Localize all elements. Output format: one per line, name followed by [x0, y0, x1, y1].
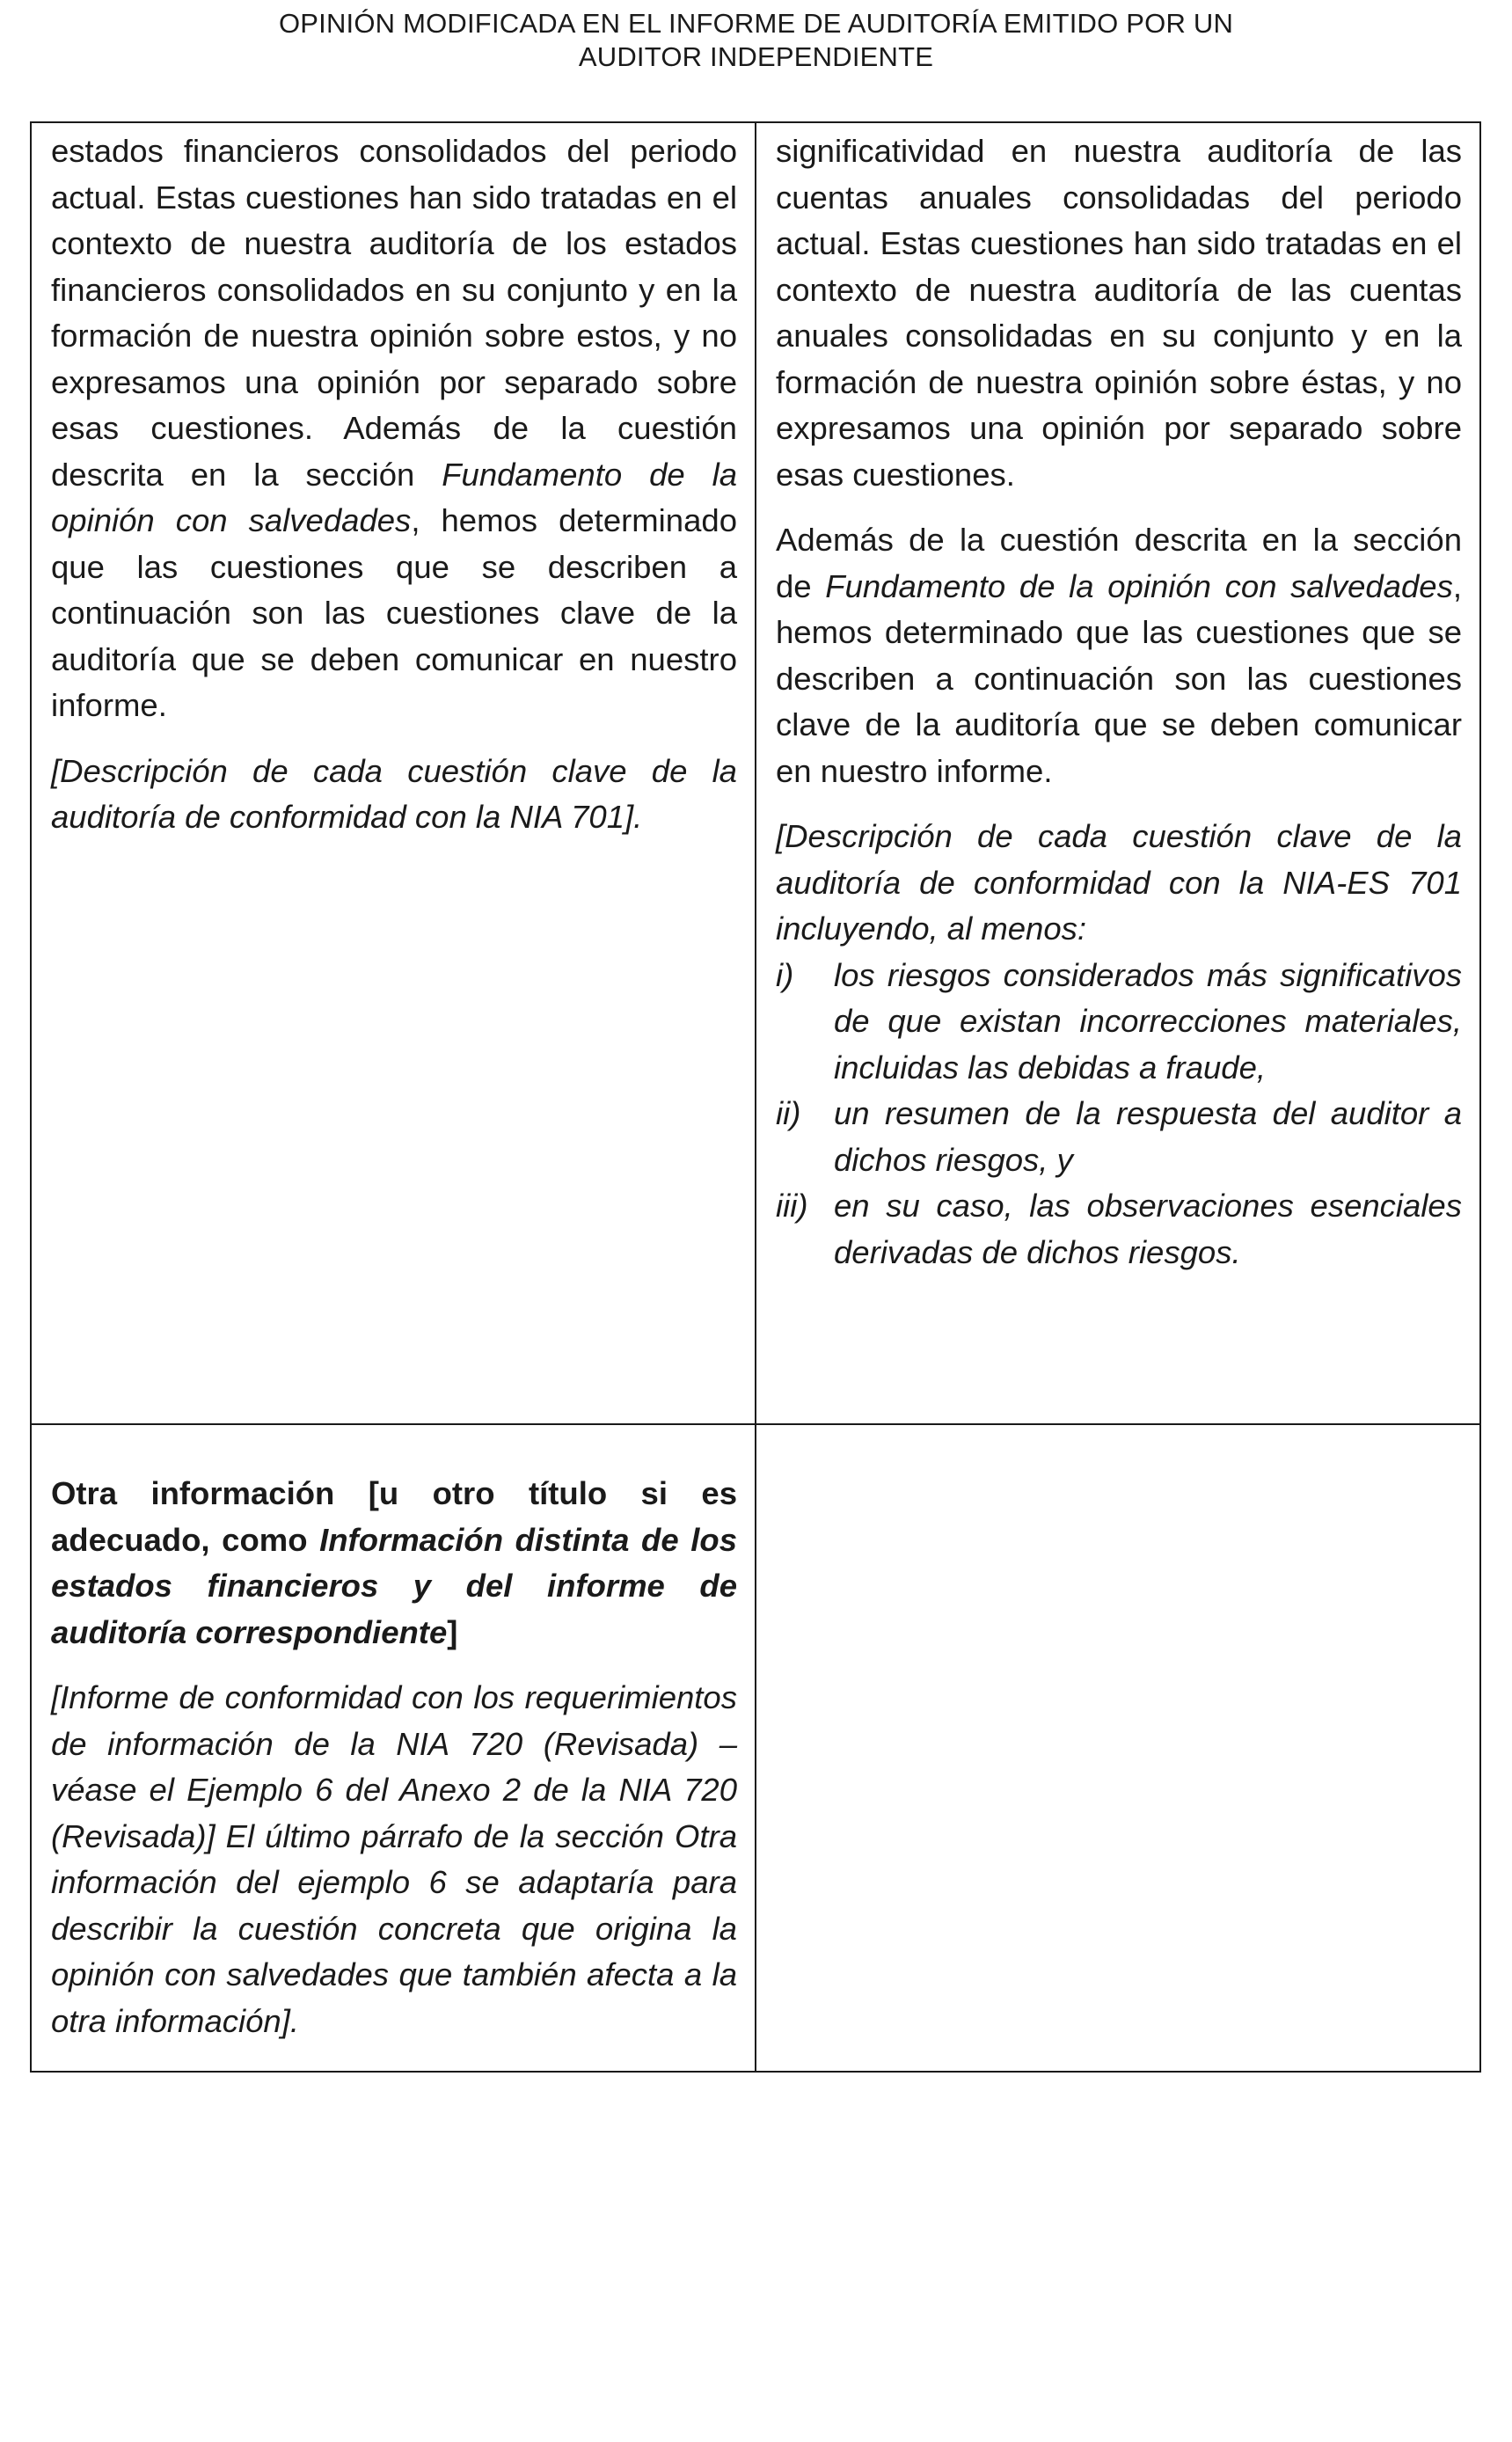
- section-heading-other-information: [51, 1430, 737, 1656]
- list-item: [776, 1183, 1462, 1276]
- list-text: los riesgos considerados más significativos de que existan incorrecciones materiales, incluidas las debidas a fraude,: [834, 956, 1462, 1086]
- comparison-table: [30, 121, 1481, 2073]
- text-run: Además de la cuestión descrita en la sección de: [776, 522, 1462, 604]
- right-top-paragraph-2: [776, 517, 1462, 794]
- left-bottom-paragraph-2: [Informe de conformidad con los requerimientos de información de la NIA 720 (Revisada) – véase el Ejemplo 6 del Anexo 2 de la NIA 720 (Revisada)] El último párrafo de la sección Otra información del ejemplo 6 se adaptaría para describir la cuestión concreta que origina la opinión con salvedades que también afecta a la otra información].: [51, 1679, 737, 2039]
- roman-numbered-list: [776, 953, 1462, 1276]
- italic-run: Fundamento de la opinión con salvedades: [51, 456, 737, 538]
- left-top-paragraph-1: [51, 128, 737, 729]
- list-number: i): [776, 956, 794, 993]
- list-item: [776, 953, 1462, 1092]
- cell-right-top: [756, 122, 1480, 1424]
- list-number: iii): [776, 1188, 808, 1224]
- text-run: , hemos determinado que las cuestiones que se describen a continuación son las cuestiones clave de la auditoría que se deben comunicar en nuestro informe.: [51, 502, 737, 723]
- text-run: , hemos determinado que las cuestiones que se describen a continuación son las cuestiones clave de la auditoría que se deben comunicar en nuestro informe.: [776, 567, 1462, 789]
- page-header: [0, 7, 1512, 74]
- list-number: ii): [776, 1095, 801, 1131]
- italic-run: Información distinta de los estados financieros y del informe de auditoría correspondiente: [51, 1521, 737, 1650]
- text-run: Otra información [u otro título si es adecuado, como: [51, 1475, 737, 1558]
- table-row-key-audit-matters: [31, 122, 1480, 1424]
- cell-right-bottom: [756, 1424, 1480, 2072]
- list-text: en su caso, las observaciones esenciales derivadas de dichos riesgos.: [834, 1188, 1462, 1270]
- header-line-2: AUDITOR INDEPENDIENTE: [578, 41, 934, 72]
- header-line-1: OPINIÓN MODIFICADA EN EL INFORME DE AUDITORÍA EMITIDO POR UN: [278, 8, 1234, 39]
- text-run: estados financieros consolidados del periodo actual. Estas cuestiones han sido tratadas en el contexto de nuestra auditoría de los estados financieros consolidados en su conjunto y en la formación de nuestra opinión sobre estos, y no expresamos una opinión por separado sobre esas cuestiones. Además de la cuestión descrita en la sección: [51, 133, 737, 493]
- right-top-paragraph-1: significatividad en nuestra auditoría de las cuentas anuales consolidadas del periodo actual. Estas cuestiones han sido tratadas en el contexto de nuestra auditoría de las cuentas anuales consolidadas en su conjunto y en la formación de nuestra opinión sobre éstas, y no expresamos una opinión por separado sobre esas cuestiones.: [776, 133, 1462, 493]
- cell-left-bottom: [31, 1424, 756, 2072]
- list-item: [776, 1091, 1462, 1183]
- table-row-other-information: [31, 1424, 1480, 2072]
- list-text: un resumen de la respuesta del auditor a dichos riesgos, y: [834, 1095, 1462, 1178]
- text-run: ]: [447, 1613, 458, 1650]
- italic-run: Fundamento de la opinión con salvedades: [825, 567, 1453, 604]
- left-top-paragraph-2: [Descripción de cada cuestión clave de la auditoría de conformidad con la NIA 701].: [51, 752, 737, 835]
- right-top-paragraph-3: [Descripción de cada cuestión clave de la auditoría de conformidad con la NIA-ES 701 incluyendo, al menos:: [776, 818, 1462, 947]
- cell-left-top: [31, 122, 756, 1424]
